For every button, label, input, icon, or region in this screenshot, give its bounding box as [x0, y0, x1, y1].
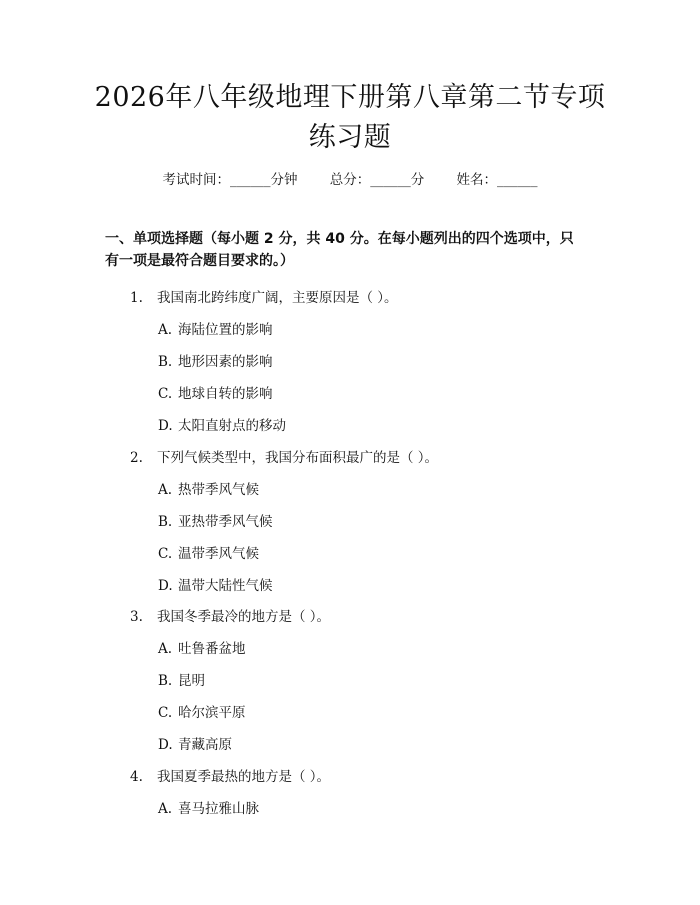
question-4	[130, 765, 330, 785]
question-1	[130, 286, 398, 306]
question-1-option-c	[158, 382, 273, 402]
question-3-option-c	[158, 701, 246, 721]
option-text: 海陆位置的影响	[178, 322, 273, 338]
question-3-option-b	[158, 669, 205, 689]
question-text: 我国夏季最热的地方是（ ）。	[157, 769, 331, 785]
option-letter: C.	[158, 705, 173, 721]
option-text: 温带季风气候	[178, 546, 259, 562]
document-title: 2026年八年级地理下册第八章第二节专项练习题	[94, 82, 606, 153]
option-letter: A.	[158, 641, 173, 657]
option-text: 亚热带季风气候	[178, 514, 273, 530]
option-letter: B.	[158, 354, 173, 370]
option-letter: D.	[158, 578, 173, 594]
option-text: 哈尔滨平原	[178, 705, 246, 721]
section-heading: 一、单项选择题（每小题 2 分，共 40 分。在每小题列出的四个选项中，只有一项是最符合题目要求的。）	[105, 231, 574, 269]
question-number: 3.	[130, 609, 143, 625]
option-letter: B.	[158, 514, 173, 530]
question-2-option-d	[158, 574, 273, 594]
question-3-option-d	[158, 733, 232, 753]
question-1-option-b	[158, 350, 273, 370]
option-letter: C.	[158, 546, 173, 562]
question-1-option-a	[158, 318, 273, 338]
question-2	[130, 446, 438, 466]
question-number: 1.	[130, 290, 143, 306]
question-3-option-a	[158, 637, 246, 657]
option-text: 热带季风气候	[178, 482, 259, 498]
option-letter: A.	[158, 482, 173, 498]
question-text: 下列气候类型中，我国分布面积最广的是（ ）。	[157, 450, 439, 466]
option-text: 喜马拉雅山脉	[178, 801, 259, 817]
option-text: 吐鲁番盆地	[178, 641, 246, 657]
question-2-option-b	[158, 510, 273, 530]
option-text: 昆明	[178, 673, 205, 689]
option-letter: A.	[158, 801, 173, 817]
question-1-option-d	[158, 414, 286, 434]
question-text: 我国南北跨纬度广阔，主要原因是（ ）。	[157, 290, 398, 306]
question-text: 我国冬季最冷的地方是（ ）。	[157, 609, 331, 625]
option-letter: D.	[158, 418, 173, 434]
question-4-option-a	[158, 797, 259, 817]
option-letter: A.	[158, 322, 173, 338]
question-2-option-a	[158, 478, 259, 498]
exam-time-field: 考试时间：______分钟	[162, 172, 298, 188]
total-score-field: 总分：______分	[329, 172, 425, 188]
option-letter: C.	[158, 386, 173, 402]
option-letter: B.	[158, 673, 173, 689]
option-text: 地球自转的影响	[178, 386, 273, 402]
student-name-field: 姓名：______	[456, 172, 538, 188]
question-2-option-c	[158, 542, 259, 562]
exam-info	[0, 168, 700, 188]
option-text: 地形因素的影响	[178, 354, 273, 370]
question-3	[130, 605, 330, 625]
question-number: 4.	[130, 769, 143, 785]
option-text: 温带大陆性气候	[178, 578, 273, 594]
option-letter: D.	[158, 737, 173, 753]
question-number: 2.	[130, 450, 143, 466]
option-text: 太阳直射点的移动	[178, 418, 286, 434]
option-text: 青藏高原	[178, 737, 232, 753]
